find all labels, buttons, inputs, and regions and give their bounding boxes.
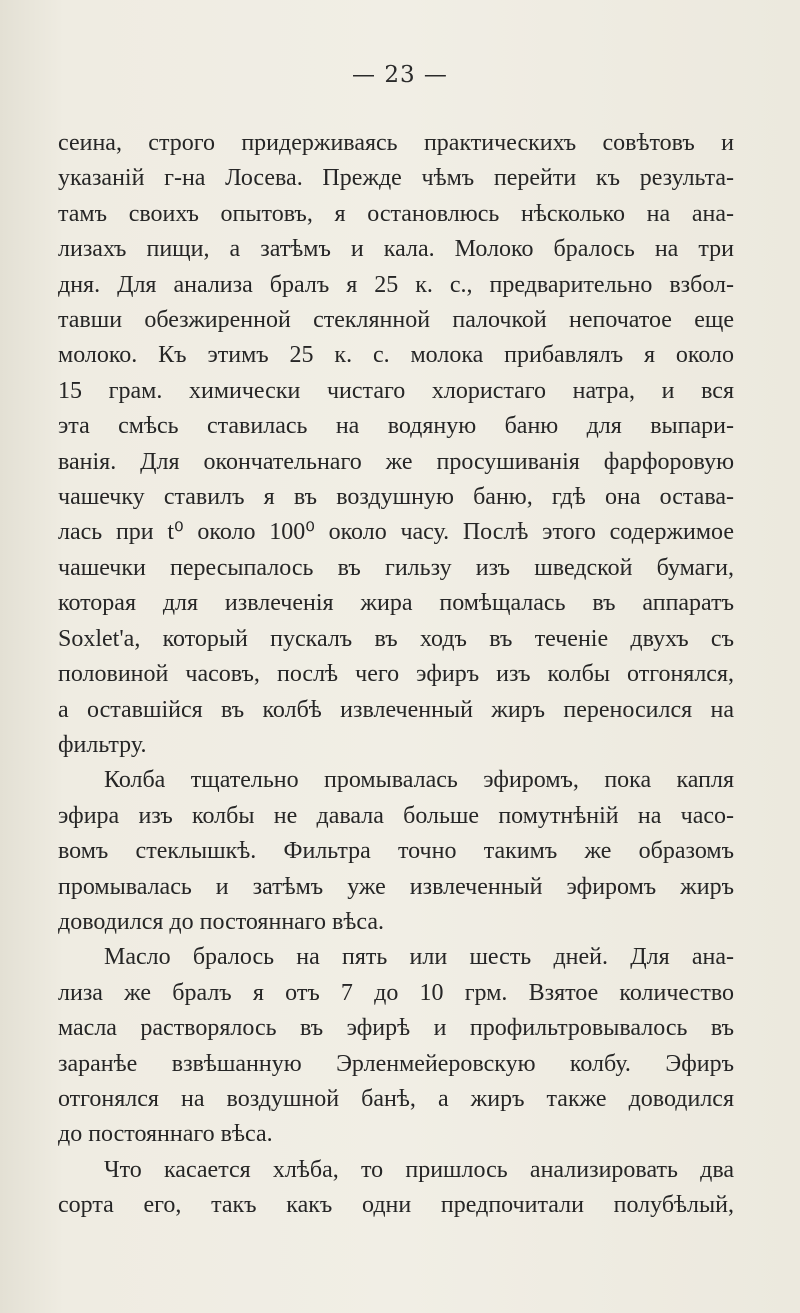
- text-line: до постояннаго вѣса.: [58, 1121, 273, 1148]
- text-line: промывалась и затѣмъ уже извлеченный эфиромъ жиръ: [58, 873, 734, 900]
- text-line: масла растворялось въ эфирѣ и профильтровывалось въ: [58, 1015, 734, 1042]
- text-line: Что касается хлѣба, то пришлось анализировать два: [104, 1156, 734, 1183]
- text-line: чашечку ставилъ я въ воздушную баню, гдѣ она остава-: [58, 484, 734, 511]
- text-line: дня. Для анализа бралъ я 25 к. с., предварительно взбол-: [58, 271, 734, 298]
- text-line: указаній г-на Лосева. Прежде чѣмъ перейти къ результа-: [58, 165, 734, 192]
- text-line: молоко. Къ этимъ 25 к. с. молока прибавлялъ я около: [58, 342, 734, 369]
- text-line: лизахъ пищи, а затѣмъ и кала. Молоко бралось на три: [58, 236, 734, 263]
- text-line: тавши обезжиренной стеклянной палочкой непочатое еще: [58, 307, 734, 334]
- paragraph: [58, 940, 734, 1152]
- paragraph: [58, 126, 734, 763]
- text-line: лиза же бралъ я отъ 7 до 10 грм. Взятое количество: [58, 979, 734, 1006]
- text-line: заранѣе взвѣшанную Эрленмейеровскую колбу. Эфиръ: [58, 1050, 734, 1077]
- paragraph: [58, 763, 734, 940]
- text-line: сорта его, такъ какъ одни предпочитали полубѣлый,: [58, 1192, 734, 1219]
- text-line: чашечки пересыпалось въ гильзу изъ шведской бумаги,: [58, 554, 734, 581]
- text-line: которая для извлеченія жира помѣщалась въ аппаратъ: [58, 590, 734, 617]
- text-line: тамъ своихъ опытовъ, я остановлюсь нѣсколько на ана-: [58, 200, 734, 227]
- text-line: Soxlet'а, который пускалъ въ ходъ въ теченіе двухъ съ: [58, 625, 734, 652]
- text-line: эфира изъ колбы не давала больше помутнѣній на часо-: [58, 802, 734, 829]
- text-line: доводился до постояннаго вѣса.: [58, 908, 385, 935]
- text-line: отгонялся на воздушной банѣ, а жиръ также доводился: [58, 1085, 734, 1112]
- text-line: 15 грам. химически чистаго хлористаго натра, и вся: [58, 377, 734, 404]
- text-line: а оставшійся въ колбѣ извлеченный жиръ переносился на: [58, 696, 734, 723]
- text-line: эта смѣсь ставилась на водяную баню для выпари-: [58, 413, 734, 440]
- text-line: Масло бралось на пять или шесть дней. Для ана-: [104, 944, 734, 971]
- text-line: сеина, строго придерживаясь практическихъ совѣтовъ и: [58, 130, 734, 156]
- text-line: фильтру.: [58, 731, 147, 758]
- text-line: половиной часовъ, послѣ чего эфиръ изъ колбы отгонялся,: [58, 661, 734, 688]
- text-line: вомъ стеклышкѣ. Фильтра точно такимъ же образомъ: [58, 838, 734, 865]
- text-line: лась при t⁰ около 100⁰ около часу. Послѣ этого содержимое: [58, 519, 734, 546]
- paragraph: [58, 1153, 734, 1224]
- text-line: Колба тщательно промывалась эфиромъ, пока капля: [104, 767, 734, 794]
- text-line: ванія. Для окончательнаго же просушиванія фарфоровую: [58, 448, 734, 475]
- page-body: [58, 126, 734, 1224]
- page-number: — 23 —: [352, 62, 448, 88]
